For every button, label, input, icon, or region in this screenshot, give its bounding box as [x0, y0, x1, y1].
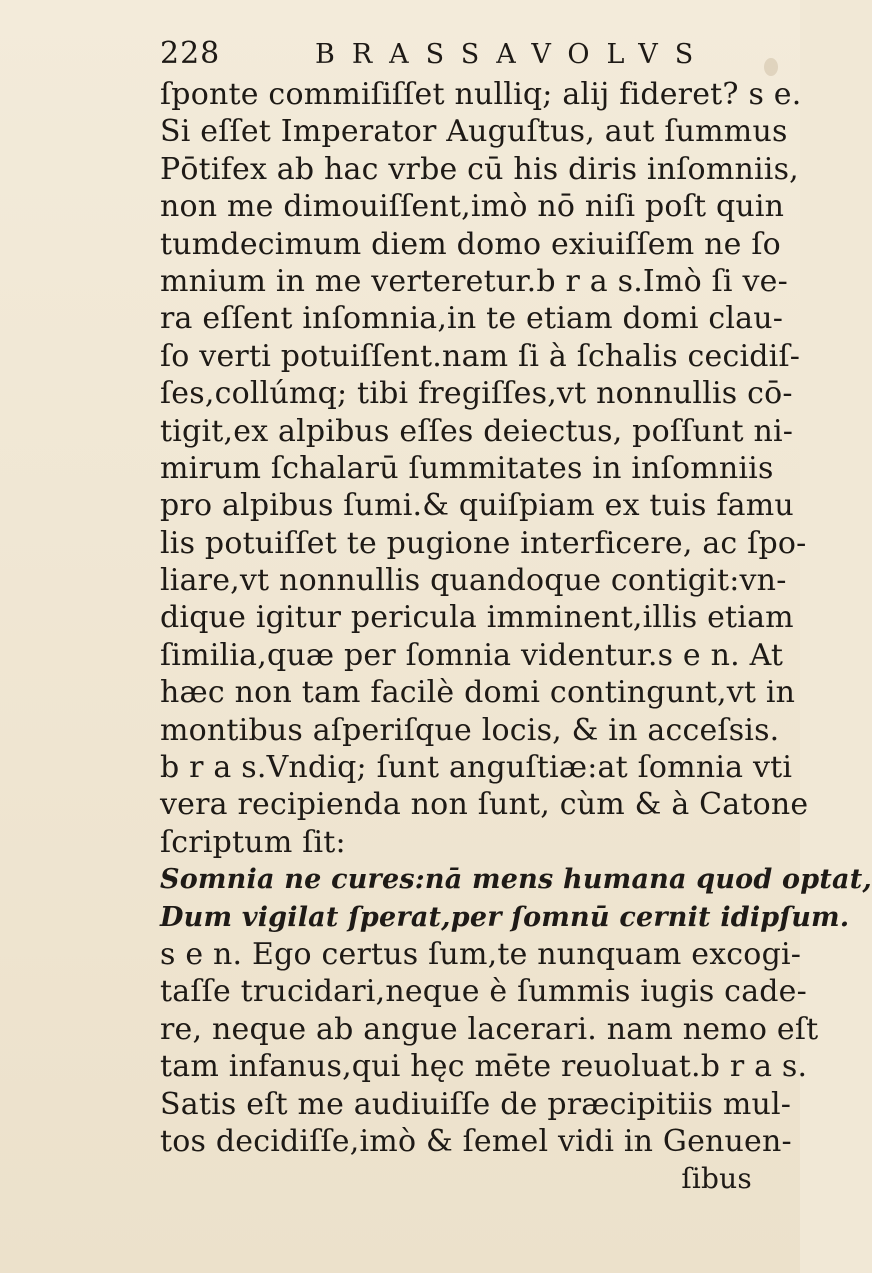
text-line: ſo verti potuiſſent.nam ſi à ſchalis cecidiſ-	[160, 338, 801, 374]
running-head	[160, 36, 760, 76]
text-line: vera recipienda non ſunt, cùm & à Catone	[160, 787, 809, 823]
text-line: lis potuiſſet te pugione interficere, ac ſpo-	[160, 525, 807, 561]
text-line: ſponte commiſiſſet nulliq; alij fideret? s e.	[160, 77, 802, 112]
text-line: non me dimouiſſent,imò nō niſi poſt quin	[160, 189, 785, 225]
text-line: ſimilia,quæ per ſomnia videntur.s e n. At	[160, 637, 784, 673]
body-text	[160, 76, 872, 1198]
text-line: tumdecimum diem domo exiuiſſem ne ſo	[160, 226, 781, 262]
text-line: montibus aſperiſque locis, & in acceſsis.	[160, 712, 780, 748]
text-line: hæc non tam facilè domi contingunt,vt in	[160, 675, 796, 711]
text-line: mnium in me verteretur.b r a s.Imò ſi ve-	[160, 263, 788, 299]
text-line: taſſe trucidari,neque è ſummis iugis cade-	[160, 974, 807, 1010]
page-number: 228	[160, 36, 221, 71]
verse-line: Dum vigilat ſperat,per ſomnū cernit idipſum.	[160, 901, 850, 933]
text-line: mirum ſchalarū ſummitates in inſomniis	[160, 450, 774, 486]
text-line: ſes,collúmq; tibi fregiſſes,vt nonnullis cō-	[160, 376, 793, 412]
text-line: ſcriptum ſit:	[160, 824, 346, 860]
paper-stain	[764, 58, 778, 76]
text-line: pro alpibus ſumi.& quiſpiam ex tuis famu	[160, 488, 794, 524]
text-line: ra eſſent inſomnia,in te etiam domi clau-	[160, 301, 784, 337]
verse-line: Somnia ne cures:nā mens humana quod optat,	[160, 864, 872, 896]
text-line: Si eſſet Imperator Auguſtus, aut ſummus	[160, 114, 788, 150]
text-line: tam infanus,qui hęc mēte reuoluat.b r a s.	[160, 1049, 808, 1085]
text-line: dique igitur pericula imminent,illis etiam	[160, 600, 794, 636]
text-line: re, neque ab angue lacerari. nam nemo eſt	[160, 1011, 819, 1047]
catchword: ſibus	[681, 1162, 752, 1196]
text-line: Pōtifex ab hac vrbe cū his diris inſomniis,	[160, 151, 799, 187]
text-line: Satis eſt me audiuiſſe de præcipitiis mul-	[160, 1086, 792, 1122]
text-line: liare,vt nonnullis quandoque contigit:vn-	[160, 563, 787, 599]
text-line: s e n. Ego certus ſum,te nunquam excogi-	[160, 936, 802, 972]
running-title: BRASSAVOLVS	[315, 39, 711, 70]
text-line: tigit,ex alpibus eſſes deiectus, poſſunt ni-	[160, 413, 794, 449]
text-line: tos decidiſſe,imò & ſemel vidi in Genuen-	[160, 1123, 792, 1159]
text-line: b r a s.Vndiq; ſunt anguſtiæ:at ſomnia vti	[160, 750, 793, 786]
